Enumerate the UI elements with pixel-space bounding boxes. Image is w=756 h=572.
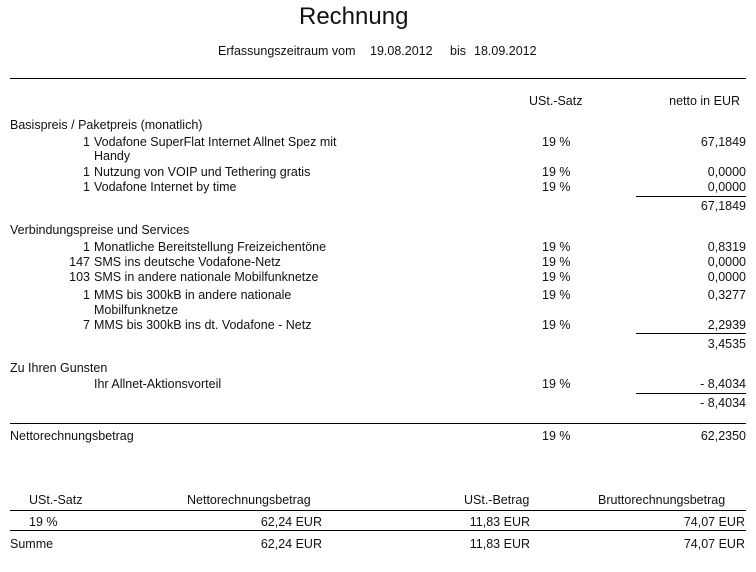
item-description: SMS in andere nationale Mobilfunknetze — [94, 270, 319, 284]
item-description: Nutzung von VOIP und Tethering gratis — [94, 165, 311, 179]
section-subtotal: 67,1849 — [700, 199, 746, 213]
item-amount: 67,1849 — [700, 135, 746, 149]
item-qty: 1 — [83, 165, 90, 179]
item-description: MMS bis 300kB ins dt. Vodafone - Netz — [94, 318, 312, 332]
subtotal-rule — [636, 333, 746, 334]
item-amount: 0,0000 — [707, 165, 746, 179]
item-description: MMS bis 300kB in andere nationale — [94, 288, 292, 302]
summary-header-vat-rate: USt.-Satz — [29, 493, 83, 507]
item-amount: 0,0000 — [707, 180, 746, 194]
item-amount: - 8,4034 — [700, 377, 746, 391]
section-title: Verbindungspreise und Services — [10, 223, 190, 237]
period-from: 19.08.2012 — [370, 44, 433, 58]
item-vat: 19 % — [542, 270, 571, 284]
item-description: Monatliche Bereitstellung Freizeichentöne — [94, 240, 327, 254]
header-divider — [10, 78, 746, 79]
summary-header-gross: Bruttorechnungsbetrag — [598, 493, 726, 507]
summary-header-vat-amount: USt.-Betrag — [464, 493, 530, 507]
summary-sum-net: 62,24 EUR — [260, 537, 322, 551]
item-vat: 19 % — [542, 165, 571, 179]
net-total-label: Nettorechnungsbetrag — [10, 429, 134, 443]
net-total-amount: 62,2350 — [700, 429, 746, 443]
period-label: Erfassungszeitraum vom — [218, 44, 356, 58]
summary-cell-gross: 74,07 EUR — [683, 515, 745, 529]
item-description: Vodafone SuperFlat Internet Allnet Spez mit — [94, 135, 337, 149]
item-vat: 19 % — [542, 135, 571, 149]
item-description-cont: Mobilfunknetze — [94, 303, 179, 317]
summary-sum-gross: 74,07 EUR — [683, 537, 745, 551]
item-description: Vodafone Internet by time — [94, 180, 237, 194]
item-amount: 0,0000 — [707, 255, 746, 269]
item-vat: 19 % — [542, 318, 571, 332]
subtotal-rule — [636, 196, 746, 197]
summary-header-rule — [10, 510, 746, 511]
page-title: Rechnung — [299, 3, 409, 30]
section-subtotal: 3,4535 — [707, 337, 746, 351]
item-qty: 1 — [83, 180, 90, 194]
summary-cell-vat-amount: 11,83 EUR — [469, 515, 530, 529]
net-total-divider — [10, 423, 746, 424]
period-separator: bis — [450, 44, 466, 58]
item-amount: 0,0000 — [707, 270, 746, 284]
period-to: 18.09.2012 — [474, 44, 537, 58]
item-amount: 0,8319 — [707, 240, 746, 254]
summary-cell-vat-rate: 19 % — [29, 515, 58, 529]
item-amount: 2,2939 — [707, 318, 746, 332]
item-vat: 19 % — [542, 240, 571, 254]
item-qty: 103 — [69, 270, 90, 284]
item-vat: 19 % — [542, 255, 571, 269]
summary-header-net: Nettorechnungsbetrag — [187, 493, 311, 507]
section-subtotal: - 8,4034 — [700, 396, 746, 410]
item-qty: 7 — [83, 318, 90, 332]
column-header-vat: USt.-Satz — [529, 94, 583, 108]
item-qty: 147 — [69, 255, 90, 269]
item-qty: 1 — [83, 288, 90, 302]
item-qty: 1 — [83, 135, 90, 149]
item-vat: 19 % — [542, 377, 571, 391]
item-amount: 0,3277 — [707, 288, 746, 302]
item-description: SMS ins deutsche Vodafone-Netz — [94, 255, 281, 269]
item-vat: 19 % — [542, 288, 571, 302]
section-title: Zu Ihren Gunsten — [10, 361, 108, 375]
item-qty: 1 — [83, 240, 90, 254]
item-description-cont: Handy — [94, 149, 131, 163]
item-description: Ihr Allnet-Aktionsvorteil — [94, 377, 222, 391]
summary-sum-vat-amount: 11,83 EUR — [469, 537, 530, 551]
column-header-net: netto in EUR — [669, 94, 740, 108]
summary-sum-label: Summe — [10, 537, 54, 551]
section-title: Basispreis / Paketpreis (monatlich) — [10, 118, 203, 132]
item-vat: 19 % — [542, 180, 571, 194]
summary-sum-rule — [10, 530, 746, 531]
subtotal-rule — [636, 393, 746, 394]
summary-cell-net: 62,24 EUR — [260, 515, 322, 529]
net-total-vat: 19 % — [542, 429, 571, 443]
